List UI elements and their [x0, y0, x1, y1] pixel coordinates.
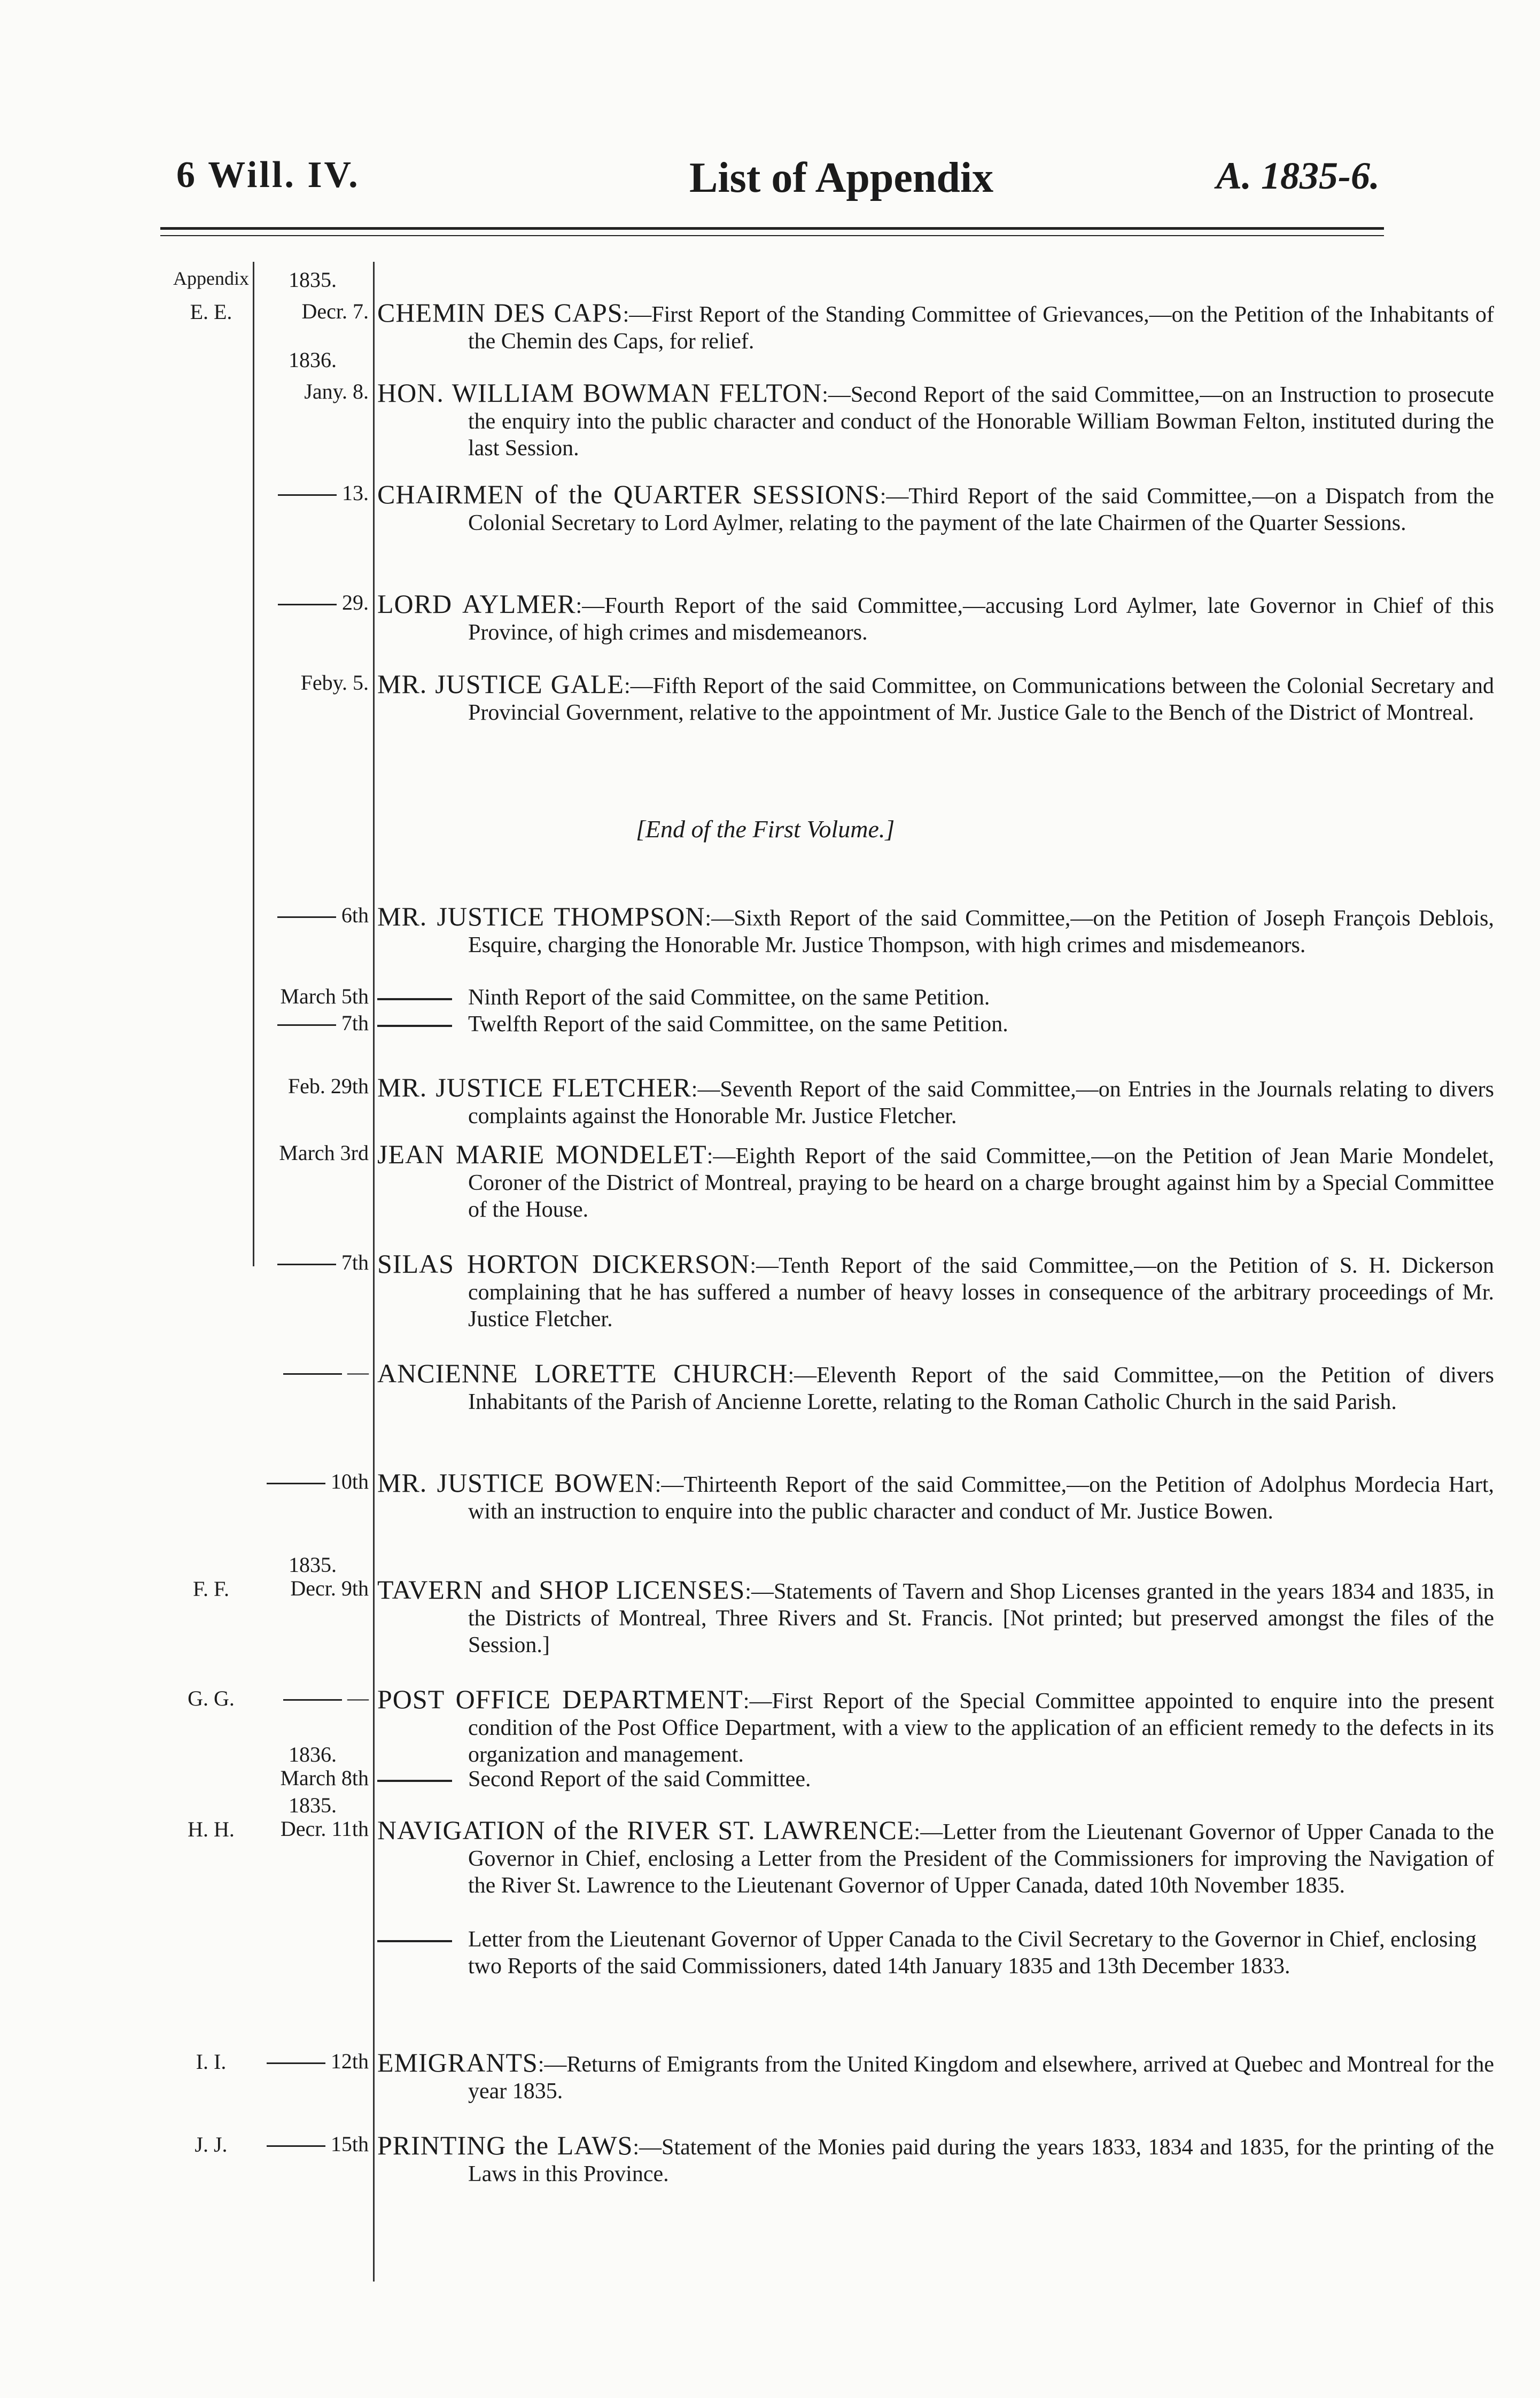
- entry-title: LORD AYLMER: [377, 589, 576, 619]
- ditto-dash: [377, 1025, 452, 1027]
- entry-text: [377, 1360, 1494, 1415]
- entry-date: [256, 481, 369, 505]
- ditto-dash: [267, 2062, 325, 2064]
- ditto-dash: [283, 1699, 342, 1701]
- entry-title: MR. JUSTICE GALE: [377, 669, 624, 699]
- appendix-letter: E. E.: [190, 300, 232, 324]
- entry-title: SILAS HORTON DICKERSON: [377, 1249, 750, 1279]
- year-label: 1835.: [289, 1793, 337, 1817]
- entry-day: 29.: [342, 590, 369, 614]
- ditto-dash: [377, 1940, 452, 1942]
- header-regnal-year: 6 Will. IV.: [176, 154, 360, 196]
- entry-text: [377, 481, 1494, 536]
- entry-date: Decr. 9th: [290, 1576, 369, 1600]
- entry-day: 10th: [330, 1469, 369, 1493]
- ditto-dash: [267, 2145, 325, 2147]
- entry-title: TAVERN and SHOP LICENSES: [377, 1575, 745, 1605]
- entry-description: Letter from the Lieutenant Governor of Upper Canada to the Civil Secretary to the Governor in Chief, enclosing two Reports of the said Commissioners, dated 14th January 1835 and 13th December 1833.: [468, 1927, 1477, 1979]
- entry-description: :—Eleventh Report of the said Committee,—on the Petition of divers Inhabitants of the Parish of Ancienne Lorette, relating to the Roman Catholic Church in the said Parish.: [468, 1363, 1494, 1414]
- entry-date: March 5th: [280, 984, 369, 1008]
- entry-title: MR. JUSTICE THOMPSON: [377, 901, 705, 931]
- appendix-letter: F. F.: [192, 1577, 230, 1601]
- entry-text: [377, 1469, 1494, 1525]
- year-label: 1835.: [289, 1553, 337, 1577]
- entry-text: [377, 903, 1494, 959]
- entry-description: :—Letter from the Lieutenant Governor of Upper Canada to the Governor in Chief, enclosing a Letter from the President of the Commissioners for improving the Navigation of the River St. Lawrence to the Lieutenant Governor of Upper Canada, dated 10th November 1835.: [468, 1820, 1495, 1898]
- entry-subitem: [377, 1766, 1403, 1793]
- entry-day: 15th: [330, 2132, 369, 2156]
- entry-title: CHAIRMEN of the QUARTER SESSIONS: [377, 479, 880, 509]
- entry-date: [256, 2132, 369, 2156]
- ditto-dash: [278, 494, 337, 496]
- page-header: [0, 143, 1540, 202]
- end-of-volume-note: [End of the First Volume.]: [636, 815, 895, 843]
- ditto-dash: [277, 1264, 336, 1265]
- entry-title: PRINTING the LAWS: [377, 2130, 633, 2160]
- ditto-dash: [283, 1373, 342, 1375]
- entry-description: :—Eighth Report of the said Committee,—on the Petition of Jean Marie Mondelet, Coroner of the District of Montreal, praying to be heard on a charge brought against him by a Special Committee of the House.: [468, 1144, 1495, 1222]
- ditto-dash: [277, 1024, 336, 1026]
- entry-title: MR. JUSTICE BOWEN: [377, 1468, 655, 1498]
- entry-description: Twelfth Report of the said Committee, on the same Petition.: [468, 1012, 1008, 1037]
- entry-description: :—Second Report of the said Committee,—on an Instruction to prosecute the enquiry into the public character and conduct of the Honorable William Bowman Felton, instituted during the last Session.: [468, 383, 1494, 461]
- ditto-dash: [377, 998, 452, 1000]
- entry-subitem: [377, 984, 1403, 1011]
- entry-date: Decr. 11th: [280, 1817, 369, 1841]
- ditto-dash: [267, 1483, 325, 1484]
- entry-date: Jany. 8.: [304, 379, 369, 403]
- entry-title: EMIGRANTS: [377, 2047, 538, 2077]
- entry-date: Decr. 7.: [301, 299, 369, 323]
- entry-title: ANCIENNE LORETTE CHURCH: [377, 1358, 788, 1388]
- entry-title: POST OFFICE DEPARTMENT: [377, 1684, 743, 1714]
- entry-title: HON. WILLIAM BOWMAN FELTON: [377, 378, 822, 408]
- entry-description: :—Third Report of the said Committee,—on a Dispatch from the Colonial Secretary to Lord Aylmer, relating to the payment of the late Chairmen of the Quarter Sessions.: [468, 484, 1494, 535]
- entry-date: Feby. 5.: [300, 671, 369, 695]
- entry-date: [256, 903, 369, 928]
- entry-text: [377, 1576, 1494, 1659]
- entry-date: [256, 1469, 369, 1494]
- entry-description: Second Report of the said Committee.: [468, 1767, 811, 1792]
- entry-text: [377, 379, 1494, 462]
- entry-text: [377, 1686, 1494, 1768]
- column-divider-date: [373, 262, 375, 2282]
- appendix-letter: H. H.: [188, 1817, 235, 1841]
- entry-title: CHEMIN DES CAPS: [377, 298, 623, 328]
- ditto-dash: [277, 916, 336, 918]
- entry-text: [377, 2132, 1494, 2187]
- entry-description: :—Statements of Tavern and Shop Licenses granted in the years 1834 and 1835, in the Districts of Montreal, Three Rivers and St. Francis. [Not printed; but preserved amongst the files of the Session.]: [468, 1579, 1495, 1657]
- entry-description: :—First Report of the Standing Committee of Grievances,—on the Petition of the Inhabitants of the Chemin des Caps, for relief.: [468, 302, 1494, 354]
- entry-subitem: [377, 1011, 1403, 1038]
- entry-description: :—Returns of Emigrants from the United Kingdom and elsewhere, arrived at Quebec and Montreal for the year 1835.: [468, 2052, 1494, 2104]
- entry-date: [256, 1360, 369, 1384]
- entry-text: [377, 1074, 1494, 1130]
- entry-text: [377, 671, 1494, 726]
- entry-day: 12th: [330, 2049, 369, 2073]
- entry-title: NAVIGATION of the RIVER ST. LAWRENCE: [377, 1815, 914, 1845]
- entry-date: March 8th: [280, 1766, 369, 1790]
- entry-date: [256, 590, 369, 615]
- entry-title: MR. JUSTICE FLETCHER: [377, 1072, 691, 1102]
- appendix-letter: I. I.: [196, 2050, 227, 2074]
- entry-day: —: [347, 1360, 369, 1384]
- appendix-letter: J. J.: [195, 2132, 228, 2156]
- entry-text: [377, 2049, 1494, 2105]
- entry-description: :—Thirteenth Report of the said Committee,—on the Petition of Adolphus Mordecia Hart, with an instruction to enquire into the public character and conduct of Mr. Justice Bowen.: [468, 1473, 1494, 1524]
- header-session: A. 1835-6.: [1216, 154, 1380, 197]
- entry-day: 6th: [341, 903, 369, 927]
- entry-date: [256, 1250, 369, 1275]
- entry-day: 7th: [341, 1011, 369, 1035]
- entry-day: —: [347, 1686, 369, 1710]
- entry-description: :—Fifth Report of the said Committee, on Communications between the Colonial Secretary and Provincial Government, relative to the appointment of Mr. Justice Gale to the Bench of the District of Montreal.: [468, 674, 1494, 725]
- appendix-letter: G. G.: [188, 1686, 235, 1710]
- entry-text: [377, 1817, 1494, 1899]
- entry-text: [377, 1250, 1494, 1333]
- header-rule-thick: [160, 227, 1384, 230]
- header-rule-thin: [160, 235, 1384, 236]
- entry-description: :—Statement of the Monies paid during the years 1833, 1834 and 1835, for the printing of the Laws in this Province.: [468, 2135, 1495, 2186]
- entry-description: :—Fourth Report of the said Committee,—accusing Lord Aylmer, late Governor in Chief of this Province, of high crimes and misdemeanors.: [468, 594, 1495, 645]
- year-label: 1836.: [289, 1742, 337, 1766]
- entry-description: :—Sixth Report of the said Committee,—on the Petition of Joseph François Deblois, Esquire, charging the Honorable Mr. Justice Thompson, with high crimes and misdemeanors.: [468, 906, 1494, 957]
- entry-description: :—Tenth Report of the said Committee,—on the Petition of S. H. Dickerson complaining that he has suffered a number of heavy losses in consequence of the arbitrary proceedings of Mr. Justice Fletcher.: [468, 1254, 1494, 1332]
- appendix-column-label: Appendix: [173, 268, 249, 289]
- entry-description: :—Seventh Report of the said Committee,—on Entries in the Journals relating to divers complaints against the Honorable Mr. Justice Fletcher.: [468, 1077, 1494, 1128]
- year-label: 1835.: [289, 268, 337, 292]
- entry-description: :—First Report of the Special Committee appointed to enquire into the present condition of the Post Office Department, with a view to the application of an efficient remedy to the defects in its organization and management.: [468, 1689, 1494, 1767]
- entry-title: JEAN MARIE MONDELET: [377, 1139, 707, 1169]
- entry-date: [256, 1011, 369, 1036]
- entry-date: [256, 1686, 369, 1710]
- header-title: List of Appendix: [689, 154, 994, 201]
- year-label: 1836.: [289, 348, 337, 372]
- ditto-dash: [377, 1780, 452, 1782]
- entry-text: [377, 1141, 1494, 1223]
- entry-date: Feb. 29th: [287, 1074, 369, 1098]
- entry-day: 13.: [342, 481, 369, 505]
- entry-date: [256, 2049, 369, 2074]
- column-divider-appendix: [253, 262, 254, 1266]
- entry-day: 7th: [341, 1250, 369, 1274]
- ditto-dash: [278, 604, 337, 605]
- entry-date: March 3rd: [279, 1141, 369, 1165]
- entry-description: Ninth Report of the said Committee, on the same Petition.: [468, 985, 990, 1010]
- entry-subitem: [377, 1926, 1494, 1980]
- entry-text: [377, 299, 1494, 355]
- entry-text: [377, 590, 1494, 646]
